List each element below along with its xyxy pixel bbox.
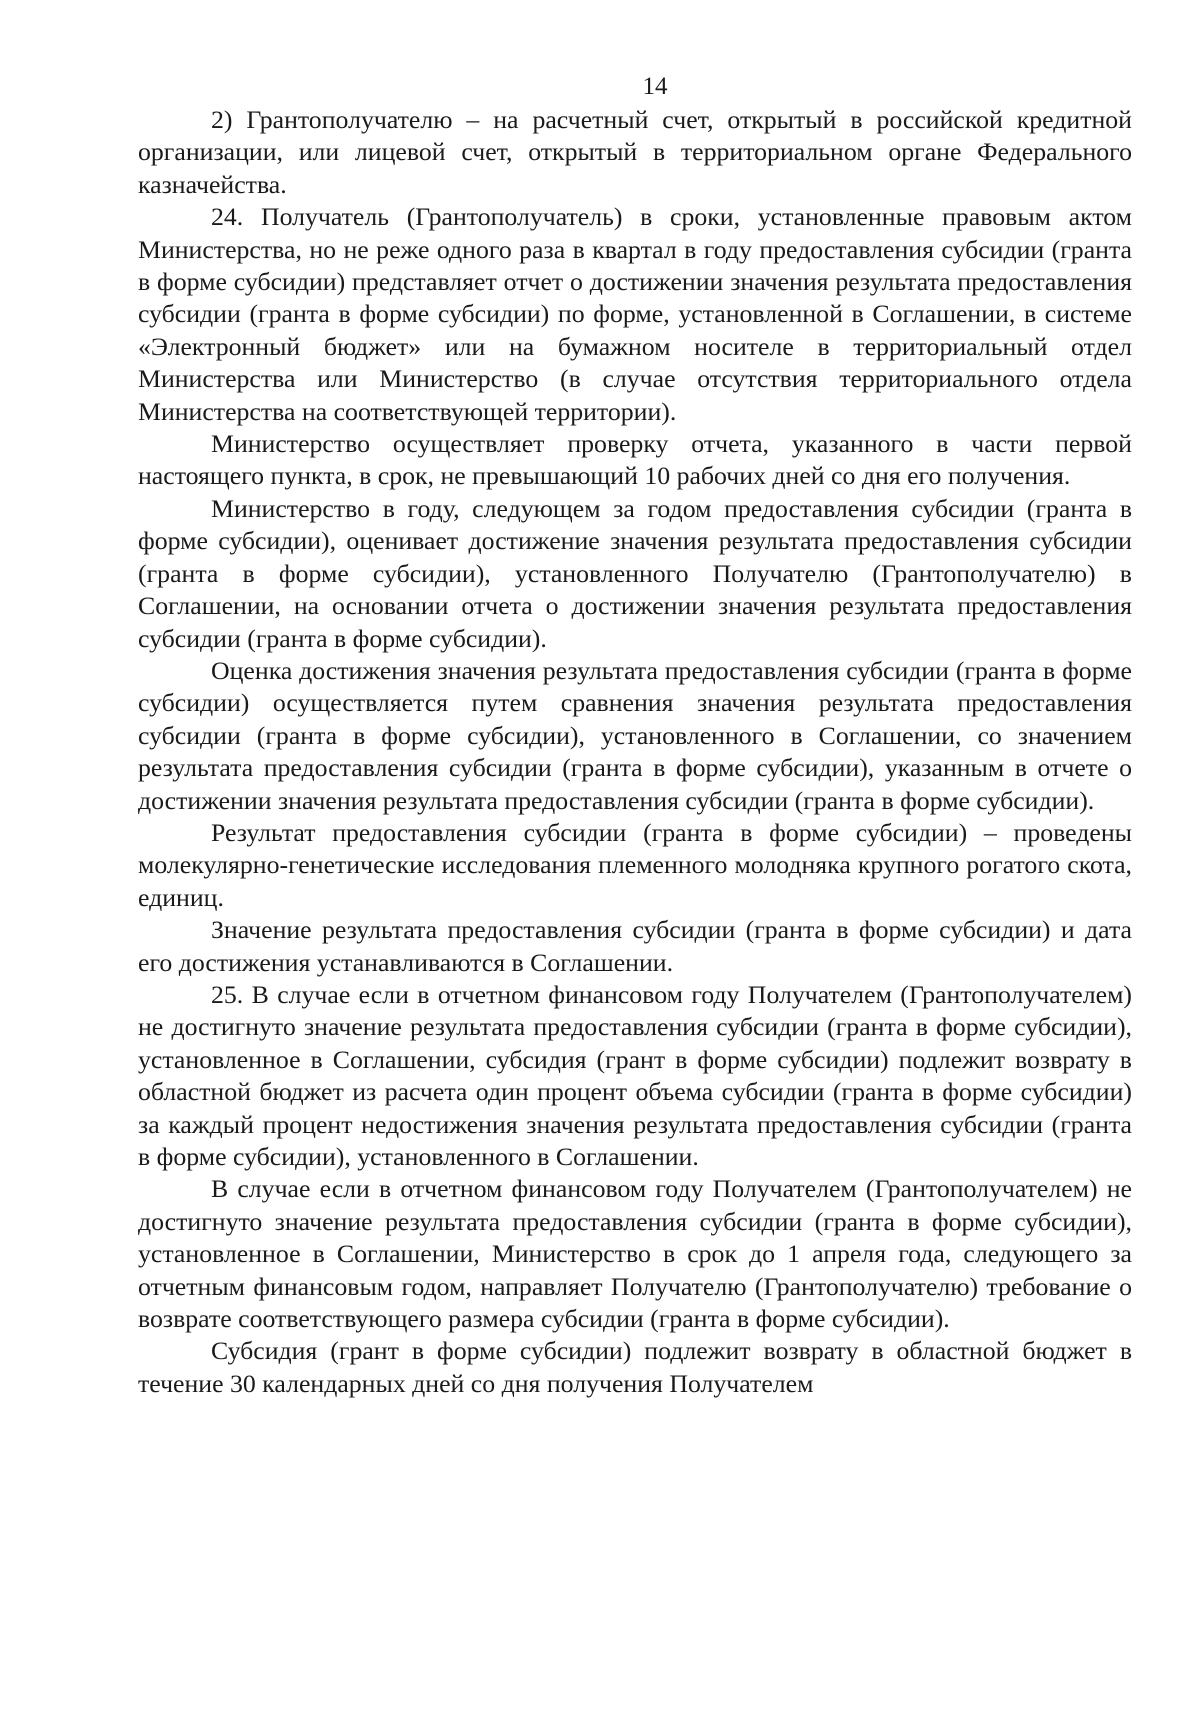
paragraph-refund-demand: В случае если в отчетном финансовом году Получателем (Грантополучателем) не достигнуто значение результата предоставления субсидии (гранта в форме субсидии), установленное в Соглашении, Министерство в срок до 1 апреля года, следующего за отчетным финансовым годом, направляет Получателю (Грантополучателю) требование о возврате соответствующего размера субсидии (гранта в форме субсидии). xyxy=(138,1174,1132,1334)
paragraph-24-report: 24. Получатель (Грантополучатель) в сроки, установленные правовым актом Министерства, но не реже одного раза в квартал в году предоставления субсидии (гранта в форме субсидии) представляет отчет о достижении значения результата предоставления субсидии (гранта в форме субсидии) по форме, установленной в Соглашении, в системе «Электронный бюджет» или на бумажном носителе в территориальный отдел Министерства или Министерство (в случае отсутствия территориального отдела Министерства на соответствующей территории). xyxy=(138,202,1132,426)
paragraph-ministry-evaluation: Министерство в году, следующем за годом предоставления субсидии (гранта в форме субсидии), оценивает достижение значения результата предоставления субсидии (гранта в форме субсидии), установленного Получателю (Грантополучателю) в Соглашении, на основании отчета о достижении значения результата предоставления субсидии (гранта в форме субсидии). xyxy=(138,493,1132,653)
paragraph-result-definition: Результат предоставления субсидии (гранта в форме субсидии) – проведены молекулярно-генетические исследования племенного молодняка крупного рогатого скота, единиц. xyxy=(138,817,1132,912)
paragraph-refund-deadline: Субсидия (грант в форме субсидии) подлежит возврату в областной бюджет в течение 30 календарных дней со дня получения Получателем xyxy=(138,1336,1132,1398)
page-number: 14 xyxy=(642,73,668,100)
paragraph-25-refund: 25. В случае если в отчетном финансовом году Получателем (Грантополучателем) не достигнуто значение результата предоставления субсидии (гранта в форме субсидии), установленное в Соглашении, субсидия (грант в форме субсидии) подлежит возврату в областной бюджет из расчета один процент объема субсидии (гранта в форме субсидии) за каждый процент недостижения значения результата предоставления субсидии (гранта в форме субсидии), установленного в Соглашении. xyxy=(138,979,1132,1171)
paragraph-grant-recipient-account: 2) Грантополучателю – на расчетный счет, открытый в российской кредитной организации, или лицевой счет, открытый в территориальном органе Федерального казначейства. xyxy=(138,105,1132,199)
paragraph-evaluation-method: Оценка достижения значения результата предоставления субсидии (гранта в форме субсидии) осуществляется путем сравнения значения результата предоставления субсидии (гранта в форме субсидии), установленного в Соглашении, со значением результата предоставления субсидии (гранта в форме субсидии), указанным в отчете о достижении значения результата предоставления субсидии (гранта в форме субсидии). xyxy=(138,655,1132,815)
paragraph-report-check: Министерство осуществляет проверку отчета, указанного в части первой настоящего пункта, в срок, не превышающий 10 рабочих дней со дня его получения. xyxy=(138,429,1132,491)
paragraph-result-value: Значение результата предоставления субсидии (гранта в форме субсидии) и дата его достижения устанавливаются в Соглашении. xyxy=(138,915,1132,977)
document-page xyxy=(138,72,1132,1400)
